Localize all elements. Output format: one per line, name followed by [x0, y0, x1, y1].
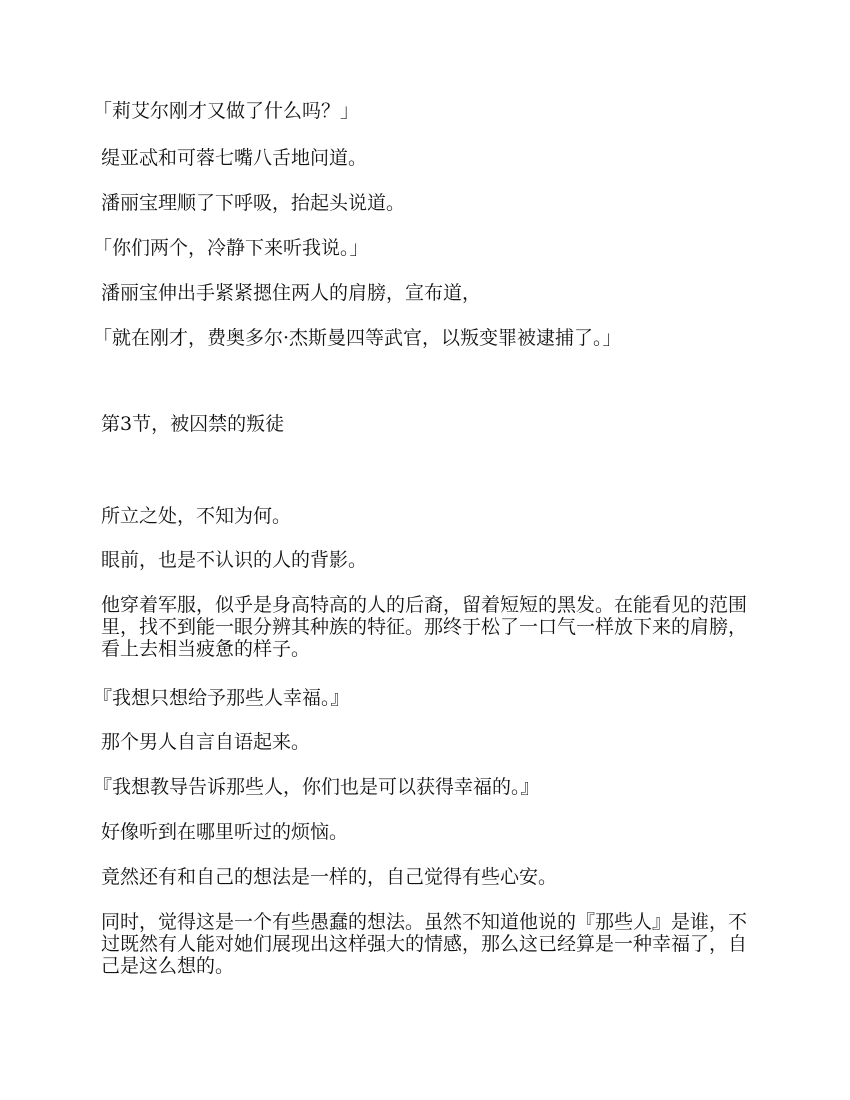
paragraph-6: 「就在刚才，费奥多尔·杰斯曼四等武官，以叛变罪被逮捕了。」 — [93, 327, 622, 349]
paragraph-7: 所立之处，不知为何。 — [101, 505, 292, 527]
paragraph-9: 他穿着军服，似乎是身高特高的人的后裔，留着短短的黑发。在能看见的范围里，找不到能一眼分辨其种族的特征。那终于松了一口气一样放下来的肩膀，看上去相当疲惫的样子。 — [101, 594, 748, 660]
paragraph-8: 眼前，也是不认识的人的背影。 — [101, 549, 368, 571]
paragraph-11: 那个男人自言自语起来。 — [101, 731, 311, 753]
paragraph-4: 「你们两个，冷静下来听我说。」 — [93, 237, 369, 259]
paragraph-5: 潘丽宝伸出手紧紧摁住两人的肩膀，宣布道， — [101, 282, 482, 304]
paragraph-3: 潘丽宝理顺了下呼吸，抬起头说道。 — [101, 192, 406, 214]
paragraph-13: 好像听到在哪里听过的烦恼。 — [101, 821, 349, 843]
paragraph-12: 『我想教导告诉那些人，你们也是可以获得幸福的。』 — [93, 776, 540, 798]
paragraph-14: 竟然还有和自己的想法是一样的，自己觉得有些心安。 — [101, 866, 558, 888]
section-heading: 第3节，被囚禁的叛徒 — [101, 413, 285, 435]
paragraph-10: 『我想只想给予那些人幸福。』 — [93, 687, 350, 709]
paragraph-15: 同时，觉得这是一个有些愚蠢的想法。虽然不知道他说的『那些人』是谁，不过既然有人能对她们展现出这样强大的情感，那么这已经算是一种幸福了，自己是这么想的。 — [101, 911, 748, 977]
paragraph-2: 缇亚忒和可蓉七嘴八舌地问道。 — [101, 147, 368, 169]
paragraph-1: 「莉艾尔刚才又做了什么吗？」 — [93, 100, 360, 122]
